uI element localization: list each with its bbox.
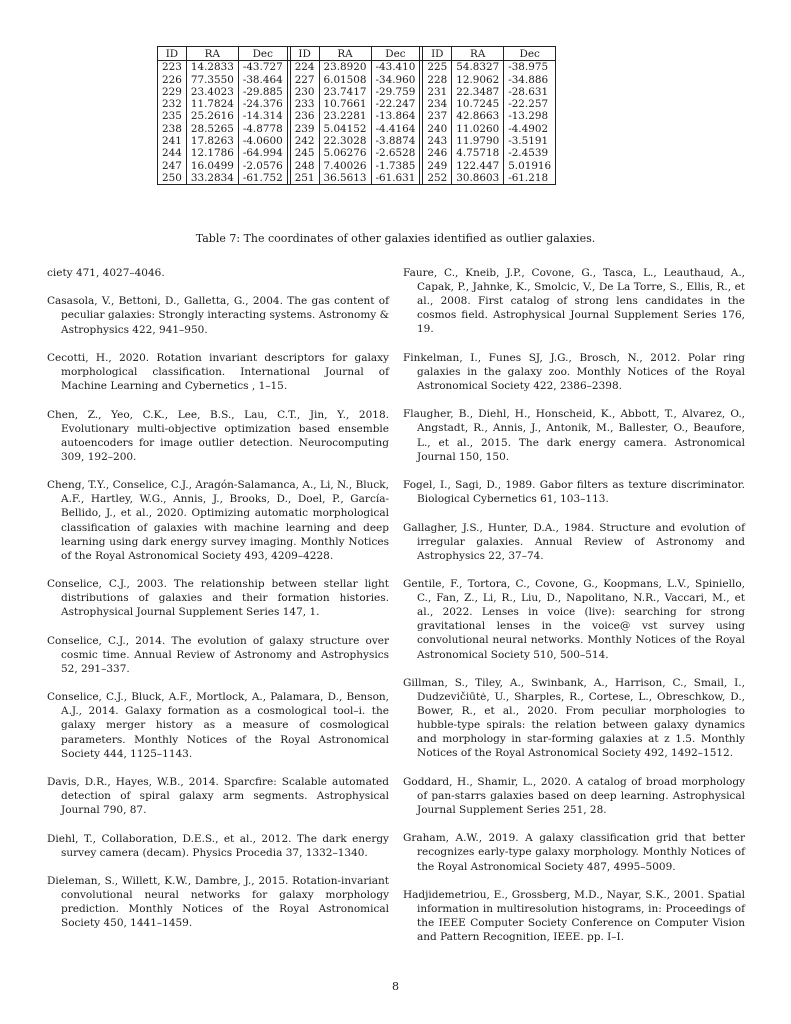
cell-ra: 23.4023 bbox=[186, 86, 238, 98]
cell-ra: 22.3487 bbox=[452, 86, 504, 98]
cell-dec: -43.410 bbox=[371, 61, 420, 74]
table-row bbox=[158, 86, 556, 98]
cell-dec: -1.7385 bbox=[371, 160, 420, 172]
cell-id: 225 bbox=[423, 61, 452, 74]
cell-dec: -34.960 bbox=[371, 74, 420, 86]
page-number: 8 bbox=[392, 980, 399, 993]
cell-id: 238 bbox=[158, 123, 187, 135]
cell-ra: 77.3550 bbox=[186, 74, 238, 86]
cell-id: 228 bbox=[423, 74, 452, 86]
cell-id: 232 bbox=[158, 98, 187, 110]
cell-ra: 12.1786 bbox=[186, 147, 238, 159]
cell-id: 248 bbox=[290, 160, 319, 172]
cell-id: 251 bbox=[290, 172, 319, 185]
cell-dec: -2.0576 bbox=[238, 160, 287, 172]
cell-id: 224 bbox=[290, 61, 319, 74]
reference-entry: Gentile, F., Tortora, C., Covone, G., Koopmans, L.V., Spiniello, C., Fan, Z., Li, R., Liu, D., Napolitano, N.R., Vaccari, M., et al., 2022. Lenses in voice (live): searching for strong gravitational lenses in the voice@ vst survey using convolutional neural networks. Monthly Notices of the Royal Astronomical Society 510, 500–514. bbox=[403, 578, 745, 661]
cell-ra: 11.0260 bbox=[452, 123, 504, 135]
cell-ra: 14.2833 bbox=[186, 61, 238, 74]
cell-ra: 42.8663 bbox=[452, 110, 504, 122]
cell-dec: -24.376 bbox=[238, 98, 287, 110]
cell-id: 230 bbox=[290, 86, 319, 98]
cell-id: 240 bbox=[423, 123, 452, 135]
reference-entry: Goddard, H., Shamir, L., 2020. A catalog of broad morphology of pan-starrs galaxies based on deep learning. Astrophysical Journal Supplement Series 251, 28. bbox=[403, 775, 745, 816]
cell-dec: -29.885 bbox=[238, 86, 287, 98]
cell-dec: -4.4902 bbox=[504, 123, 556, 135]
cell-id: 249 bbox=[423, 160, 452, 172]
cell-ra: 36.5613 bbox=[319, 172, 371, 185]
reference-entry: Graham, A.W., 2019. A galaxy classification grid that better recognizes early-type galaxy morphology. Monthly Notices of the Royal Astronomical Society 487, 4995–5009. bbox=[403, 832, 745, 873]
cell-id: 241 bbox=[158, 135, 187, 147]
cell-dec: -34.886 bbox=[504, 74, 556, 86]
reference-entry: Faure, C., Kneib, J.P., Covone, G., Tasca, L., Leauthaud, A., Capak, P., Jahnke, K., Smolcic, V., De La Torre, S., Ellis, R., et al., 2008. First catalog of strong lens candidates in the cosmos field. Astrophysical Journal Supplement Series 176, 19. bbox=[403, 267, 745, 336]
cell-id: 231 bbox=[423, 86, 452, 98]
cell-dec: -4.8778 bbox=[238, 123, 287, 135]
table-row bbox=[158, 147, 556, 159]
cell-dec: -28.631 bbox=[504, 86, 556, 98]
cell-id: 234 bbox=[423, 98, 452, 110]
reference-entry: Flaugher, B., Diehl, H., Honscheid, K., Abbott, T., Alvarez, O., Angstadt, R., Annis, J., Antonik, M., Ballester, O., Beaufore, L., et al., 2015. The dark energy camera. Astronomical Journal 150, 150. bbox=[403, 408, 745, 463]
header-id-1: ID bbox=[158, 47, 187, 61]
cell-ra: 5.06276 bbox=[319, 147, 371, 159]
references-left-column bbox=[47, 266, 389, 945]
cell-dec: -22.257 bbox=[504, 98, 556, 110]
cell-ra: 33.2834 bbox=[186, 172, 238, 185]
reference-entry: Conselice, C.J., Bluck, A.F., Mortlock, A., Palamara, D., Benson, A.J., 2014. Galaxy formation as a cosmological tool–i. the galaxy merger history as a measure of cosmological parameters. Monthly Notices of the Royal Astronomical Society 444, 1125–1143. bbox=[47, 691, 389, 760]
cell-ra: 4.75718 bbox=[452, 147, 504, 159]
table-row bbox=[158, 160, 556, 172]
table-row bbox=[158, 172, 556, 185]
table-caption: Table 7: The coordinates of other galaxies identified as outlier galaxies. bbox=[195, 232, 596, 245]
header-ra-1: RA bbox=[186, 47, 238, 61]
cell-id: 233 bbox=[290, 98, 319, 110]
header-id-3: ID bbox=[423, 47, 452, 61]
reference-entry: Gallagher, J.S., Hunter, D.A., 1984. Structure and evolution of irregular galaxies. Annual Review of Astronomy and Astrophysics 22, 37–74. bbox=[403, 521, 745, 562]
cell-id: 244 bbox=[158, 147, 187, 159]
reference-entry: Davis, D.R., Hayes, W.B., 2014. Sparcfire: Scalable automated detection of spiral galaxy arm segments. Astrophysical Journal 790, 87. bbox=[47, 776, 389, 817]
cell-ra: 25.2616 bbox=[186, 110, 238, 122]
cell-dec: -14.314 bbox=[238, 110, 287, 122]
table-row bbox=[158, 123, 556, 135]
table-row bbox=[158, 61, 556, 74]
cell-ra: 23.2281 bbox=[319, 110, 371, 122]
cell-id: 235 bbox=[158, 110, 187, 122]
reference-entry: Casasola, V., Bettoni, D., Galletta, G., 2004. The gas content of peculiar galaxies: Strongly interacting systems. Astronomy & Astrophysics 422, 941–950. bbox=[47, 295, 389, 336]
cell-ra: 11.7824 bbox=[186, 98, 238, 110]
cell-id: 229 bbox=[158, 86, 187, 98]
header-dec-2: Dec bbox=[371, 47, 420, 61]
cell-ra: 16.0499 bbox=[186, 160, 238, 172]
cell-ra: 22.3028 bbox=[319, 135, 371, 147]
header-dec-1: Dec bbox=[238, 47, 287, 61]
reference-entry: Cheng, T.Y., Conselice, C.J., Aragón-Salamanca, A., Li, N., Bluck, A.F., Hartley, W.G., Annis, J., Brooks, D., Doel, P., García-Bellido, J., et al., 2020. Optimizing automatic morphological classification of galaxies with machine learning and deep learning using dark energy survey imaging. Monthly Notices of the Royal Astronomical Society 493, 4209–4228. bbox=[47, 479, 389, 562]
cell-dec: -61.752 bbox=[238, 172, 287, 185]
cell-ra: 12.9062 bbox=[452, 74, 504, 86]
table-row bbox=[158, 110, 556, 122]
cell-id: 252 bbox=[423, 172, 452, 185]
cell-ra: 10.7661 bbox=[319, 98, 371, 110]
cell-id: 242 bbox=[290, 135, 319, 147]
cell-ra: 122.447 bbox=[452, 160, 504, 172]
cell-dec: -64.994 bbox=[238, 147, 287, 159]
reference-entry: ciety 471, 4027–4046. bbox=[47, 267, 165, 279]
header-id-2: ID bbox=[290, 47, 319, 61]
cell-id: 243 bbox=[423, 135, 452, 147]
reference-entry: Dieleman, S., Willett, K.W., Dambre, J., 2015. Rotation-invariant convolutional neural networks for galaxy morphology prediction. Monthly Notices of the Royal Astronomical Society 450, 1441–1459. bbox=[47, 875, 389, 930]
reference-entry: Gillman, S., Tiley, A., Swinbank, A., Harrison, C., Smail, I., Dudzevičiūtė, U., Sharples, R., Cortese, L., Obreschkow, D., Bower, R., et al., 2020. From peculiar morphologies to hubble-type spirals: the relation between galaxy dynamics and morphology in star-forming galaxies at z 1.5. Monthly Notices of the Royal Astronomical Society 492, 1492–1512. bbox=[403, 676, 745, 760]
cell-ra: 23.8920 bbox=[319, 61, 371, 74]
table-row bbox=[158, 135, 556, 147]
cell-ra: 23.7417 bbox=[319, 86, 371, 98]
cell-id: 237 bbox=[423, 110, 452, 122]
table-row bbox=[158, 98, 556, 110]
header-ra-2: RA bbox=[319, 47, 371, 61]
cell-dec: -13.864 bbox=[371, 110, 420, 122]
references-right-column bbox=[403, 266, 745, 959]
cell-dec: -61.218 bbox=[504, 172, 556, 185]
cell-ra: 54.8327 bbox=[452, 61, 504, 74]
reference-entry: Hadjidemetriou, E., Grossberg, M.D., Nayar, S.K., 2001. Spatial information in multiresolution histograms, in: Proceedings of the IEEE Computer Society Conference on Computer Vision and Pattern Recognition, IEEE. pp. I–I. bbox=[403, 888, 745, 944]
cell-id: 247 bbox=[158, 160, 187, 172]
cell-id: 226 bbox=[158, 74, 187, 86]
reference-entry: Chen, Z., Yeo, C.K., Lee, B.S., Lau, C.T., Jin, Y., 2018. Evolutionary multi-objective optimization based ensemble autoencoders for image outlier detection. Neurocomputing 309, 192–200. bbox=[47, 408, 389, 463]
cell-dec: -38.464 bbox=[238, 74, 287, 86]
reference-entry: Conselice, C.J., 2003. The relationship between stellar light distributions of galaxies and their formation histories. Astrophysical Journal Supplement Series 147, 1. bbox=[47, 578, 389, 619]
outlier-galaxies-table bbox=[157, 46, 556, 185]
cell-dec: -2.4539 bbox=[504, 147, 556, 159]
cell-ra: 5.04152 bbox=[319, 123, 371, 135]
cell-dec: -61.631 bbox=[371, 172, 420, 185]
cell-ra: 28.5265 bbox=[186, 123, 238, 135]
cell-id: 227 bbox=[290, 74, 319, 86]
cell-dec: -13.298 bbox=[504, 110, 556, 122]
cell-id: 236 bbox=[290, 110, 319, 122]
reference-entry: Diehl, T., Collaboration, D.E.S., et al., 2012. The dark energy survey camera (decam). Physics Procedia 37, 1332–1340. bbox=[47, 832, 389, 859]
header-ra-3: RA bbox=[452, 47, 504, 61]
cell-dec: -38.975 bbox=[504, 61, 556, 74]
reference-entry: Fogel, I., Sagi, D., 1989. Gabor filters as texture discriminator. Biological Cybernetics 61, 103–113. bbox=[403, 479, 745, 506]
cell-ra: 7.40026 bbox=[319, 160, 371, 172]
cell-id: 245 bbox=[290, 147, 319, 159]
cell-dec: 5.01916 bbox=[504, 160, 556, 172]
header-dec-3: Dec bbox=[504, 47, 556, 61]
cell-dec: -29.759 bbox=[371, 86, 420, 98]
cell-dec: -2.6528 bbox=[371, 147, 420, 159]
cell-dec: -3.5191 bbox=[504, 135, 556, 147]
cell-ra: 10.7245 bbox=[452, 98, 504, 110]
cell-dec: -3.8874 bbox=[371, 135, 420, 147]
cell-id: 246 bbox=[423, 147, 452, 159]
reference-entry: Conselice, C.J., 2014. The evolution of galaxy structure over cosmic time. Annual Review of Astronomy and Astrophysics 52, 291–337. bbox=[47, 634, 389, 675]
cell-ra: 17.8263 bbox=[186, 135, 238, 147]
cell-ra: 6.01508 bbox=[319, 74, 371, 86]
cell-id: 250 bbox=[158, 172, 187, 185]
cell-dec: -4.4164 bbox=[371, 123, 420, 135]
cell-dec: -4.0600 bbox=[238, 135, 287, 147]
reference-entry: Finkelman, I., Funes SJ, J.G., Brosch, N., 2012. Polar ring galaxies in the galaxy zoo. Monthly Notices of the Royal Astronomical Society 422, 2386–2398. bbox=[403, 351, 745, 392]
table-header-row bbox=[158, 47, 556, 61]
reference-entry: Cecotti, H., 2020. Rotation invariant descriptors for galaxy morphological classification. International Journal of Machine Learning and Cybernetics , 1–15. bbox=[47, 351, 389, 393]
table-row bbox=[158, 74, 556, 86]
cell-ra: 30.8603 bbox=[452, 172, 504, 185]
cell-id: 223 bbox=[158, 61, 187, 74]
cell-dec: -43.727 bbox=[238, 61, 287, 74]
cell-id: 239 bbox=[290, 123, 319, 135]
cell-ra: 11.9790 bbox=[452, 135, 504, 147]
cell-dec: -22.247 bbox=[371, 98, 420, 110]
